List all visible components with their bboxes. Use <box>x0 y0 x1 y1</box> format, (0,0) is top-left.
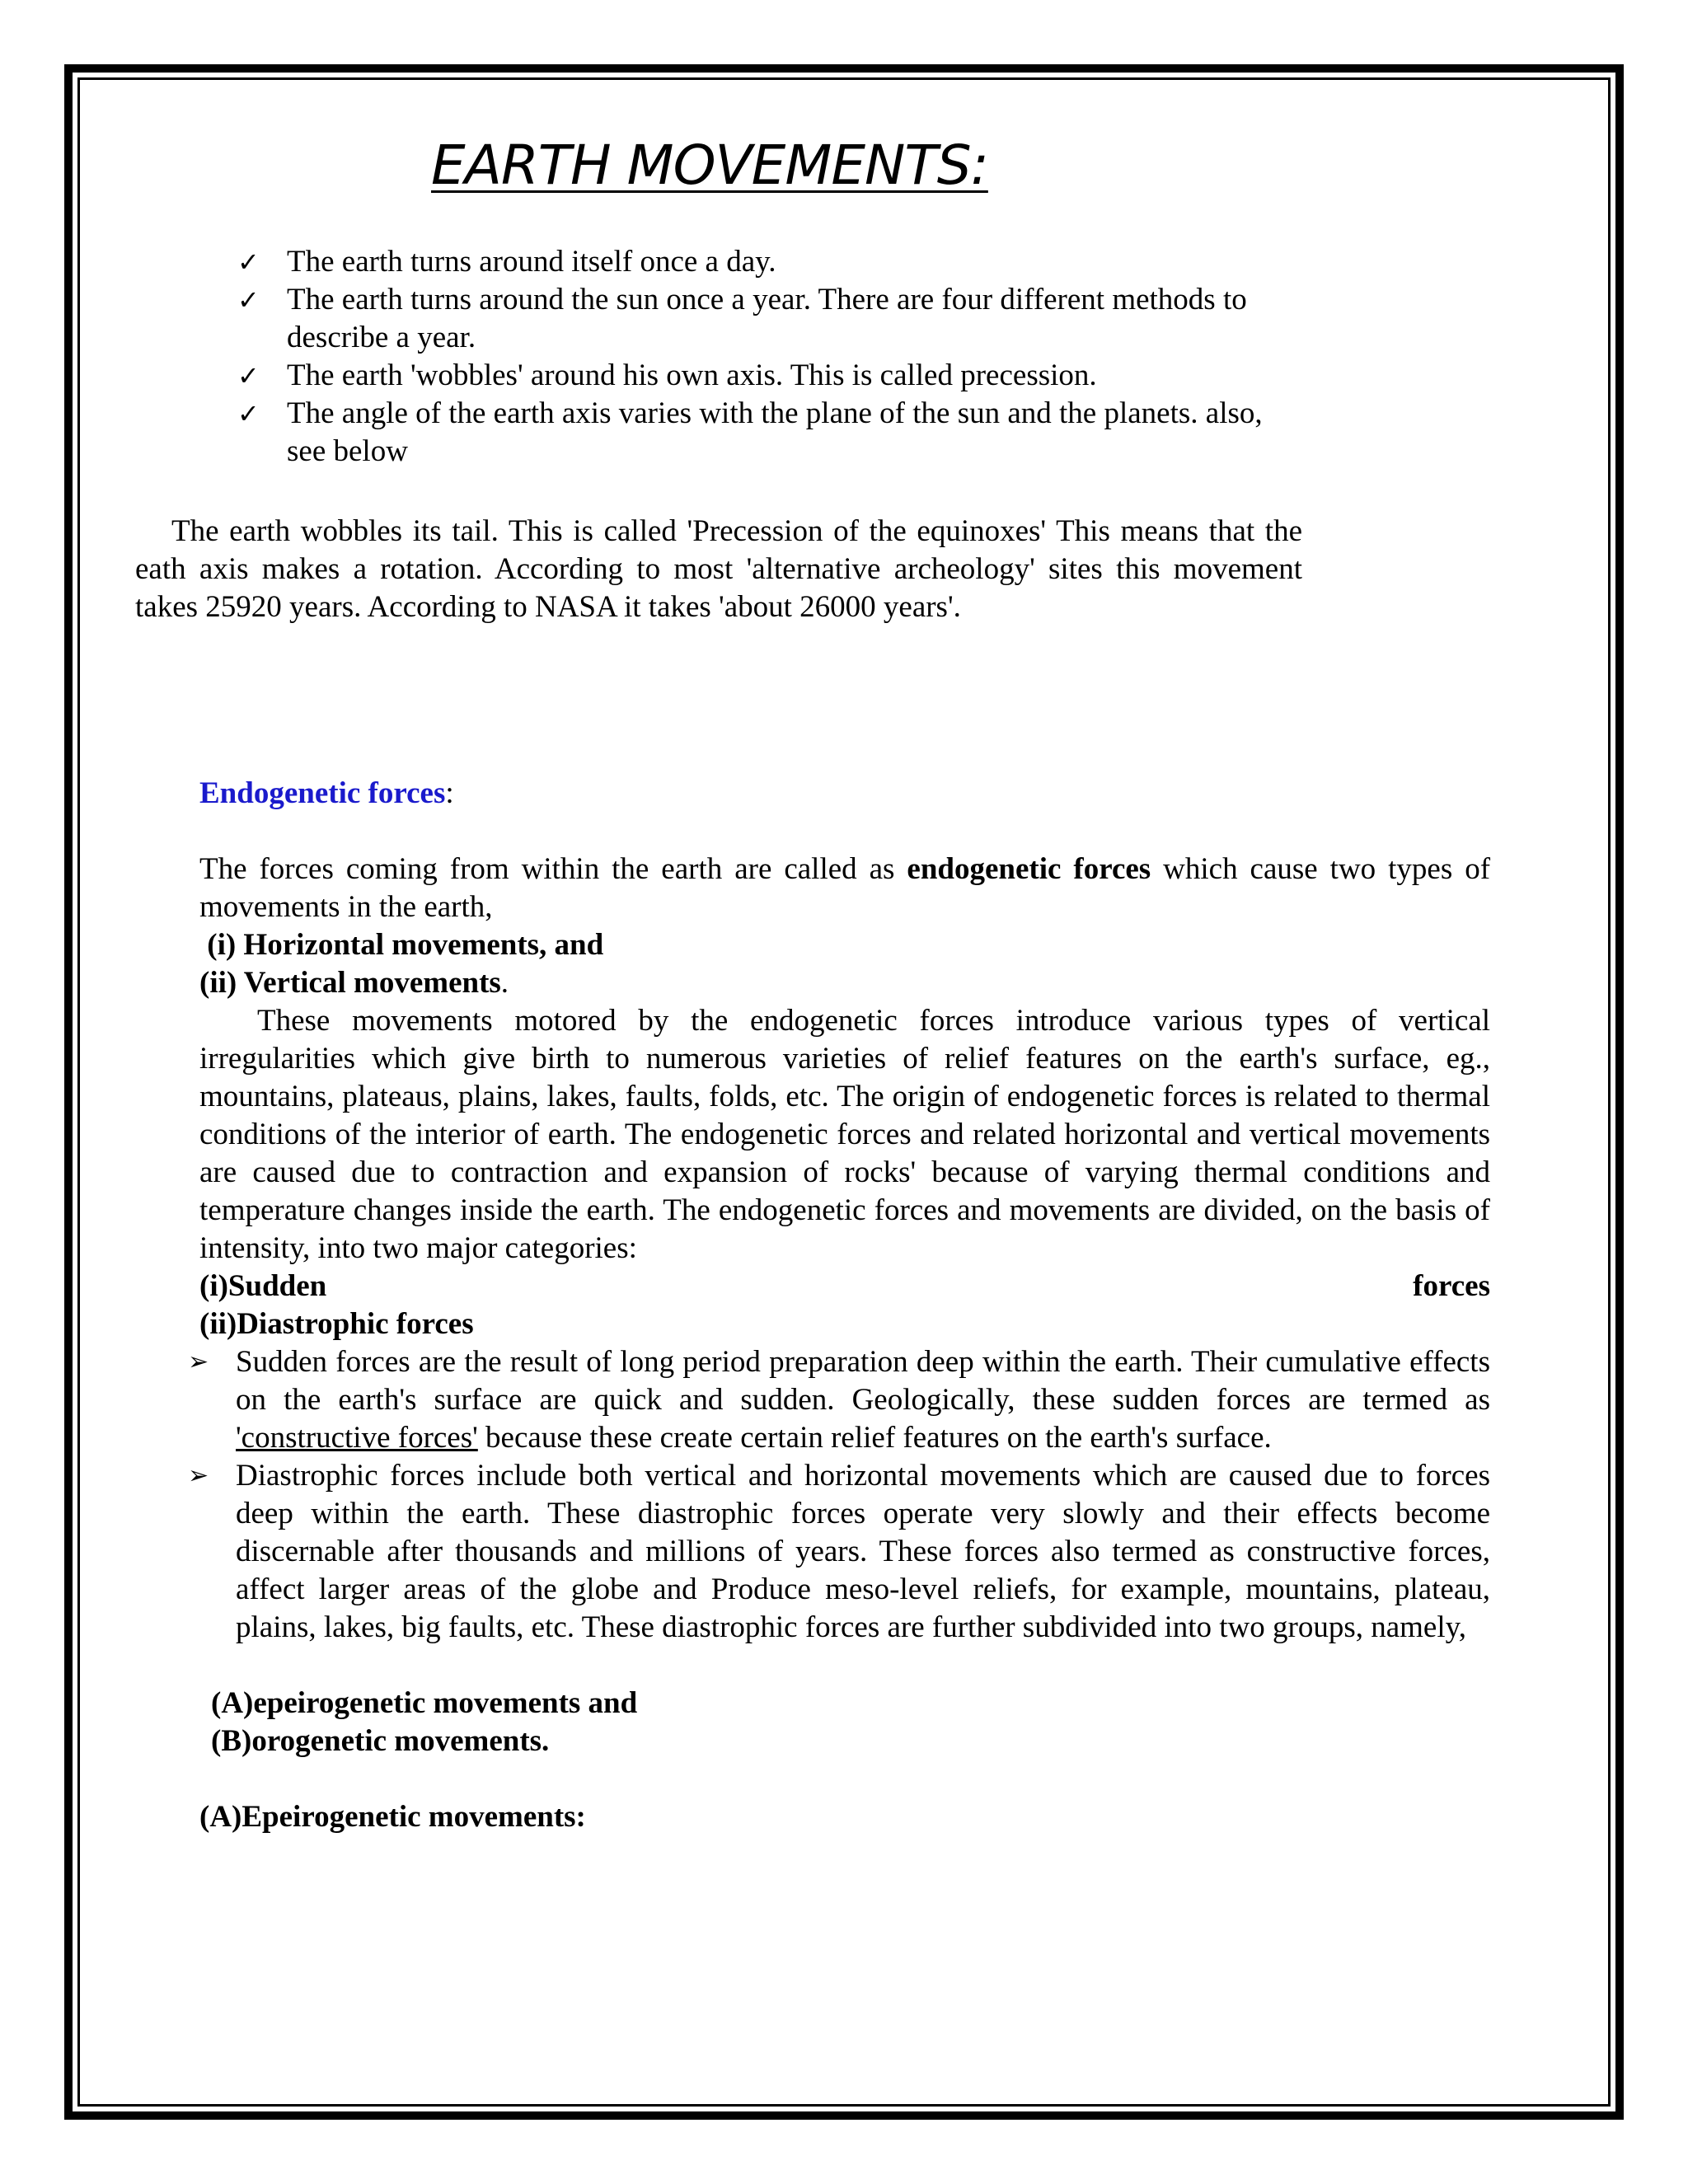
checkmark-icon: ✓ <box>237 398 260 429</box>
definition-text: The forces coming from within the earth are called as <box>199 852 907 886</box>
category-diastrophic-forces: (ii)Diastrophic forces <box>199 1307 474 1341</box>
list-item <box>237 243 1309 281</box>
list-item <box>237 395 1309 471</box>
category-label-end: forces <box>1413 1269 1490 1303</box>
list-item <box>237 357 1309 395</box>
checkmark-list <box>237 243 1309 471</box>
list-item <box>237 281 1309 357</box>
epeirogenetic-heading: (A)Epeirogenetic movements: <box>199 1800 586 1834</box>
endogenetic-definition <box>199 851 1490 926</box>
arrow-bullet-icon: ➢ <box>188 1461 209 1490</box>
movement-type-vertical-line <box>199 964 1490 1002</box>
movement-period: . <box>500 966 509 1000</box>
list-item <box>188 1343 1490 1457</box>
checkmark-icon: ✓ <box>237 360 260 391</box>
movement-type-vertical: (ii) Vertical movements <box>199 966 501 1000</box>
list-item-text: The earth 'wobbles' around his own axis. This is called precession. <box>287 359 1097 392</box>
endogenetic-heading: Endogenetic forces <box>199 776 446 810</box>
movement-type-horizontal: (i) Horizontal movements, and <box>199 928 604 962</box>
group-epeirogenetic: (A)epeirogenetic movements and <box>211 1686 638 1720</box>
spacer <box>199 1760 1490 1798</box>
list-item-text-end: because these create certain relief features on the earth's surface. <box>477 1421 1272 1455</box>
list-item-text: Sudden forces are the result of long period preparation deep within the earth. Their cumulative effects on the earth's surface are quick and sudden. Geologically, these sudden forces are termed as <box>236 1345 1490 1417</box>
underlined-term: 'constructive forces' <box>236 1421 478 1455</box>
list-item-text: Diastrophic forces include both vertical and horizontal movements which are caused due to forces deep within the earth. These diastrophic forces operate very slowly and their effects become discernable after thousands and millions of years. These forces also termed as constructive forces, affect larger areas of the globe and Produce meso-level reliefs, for example, mountains, plateau, plains, lakes, big faults, etc. These diastrophic forces are further subdivided into two groups, namely, <box>236 1459 1490 1644</box>
endogenetic-section <box>188 775 1491 1836</box>
definition-text-end: which cause two types of movements in the earth, <box>199 852 1491 924</box>
arrow-list <box>188 1343 1490 1647</box>
heading-colon: : <box>445 776 454 810</box>
section-heading <box>199 775 1490 813</box>
list-item-text: The earth turns around itself once a day. <box>287 245 776 279</box>
page-title: EARTH MOVEMENTS: <box>431 134 988 197</box>
spacer <box>199 813 1490 851</box>
arrow-bullet-icon: ➢ <box>188 1347 209 1376</box>
spacer <box>199 1647 1490 1685</box>
checkmark-icon: ✓ <box>237 246 260 278</box>
category-sudden-forces <box>199 1268 1490 1305</box>
list-item <box>188 1457 1490 1647</box>
precession-paragraph: The earth wobbles its tail. This is called 'Precession of the equinoxes' This means that the eath axis makes a rotation. According to most 'alternative archeology' sites this movement takes 25920 years. According to NASA it takes 'about 26000 years'. <box>135 514 1302 624</box>
definition-term: endogenetic forces <box>907 852 1151 886</box>
endogenetic-description: These movements motored by the endogenetic forces introduce various types of vertical irregularities which give birth to numerous varieties of relief features on the earth's surface, eg., mountains, plateaus, plains, lakes, faults, folds, etc. The origin of endogenetic forces is related to thermal conditions of the interior of earth. The endogenetic forces and related horizontal and vertical movements are caused due to contraction and expansion of rocks' because of varying thermal conditions and temperature changes inside the earth. The endogenetic forces and movements are divided, on the basis of intensity, into two major categories: <box>199 1004 1490 1265</box>
list-item-text: The angle of the earth axis varies with the plane of the sun and the planets. also, see below <box>287 396 1263 468</box>
category-label: (i)Sudden <box>199 1269 327 1303</box>
list-item-text: The earth turns around the sun once a year. There are four different methods to describe a year. <box>287 283 1247 354</box>
group-orogenetic: (B)orogenetic movements. <box>211 1724 550 1758</box>
checkmark-icon: ✓ <box>237 284 260 316</box>
